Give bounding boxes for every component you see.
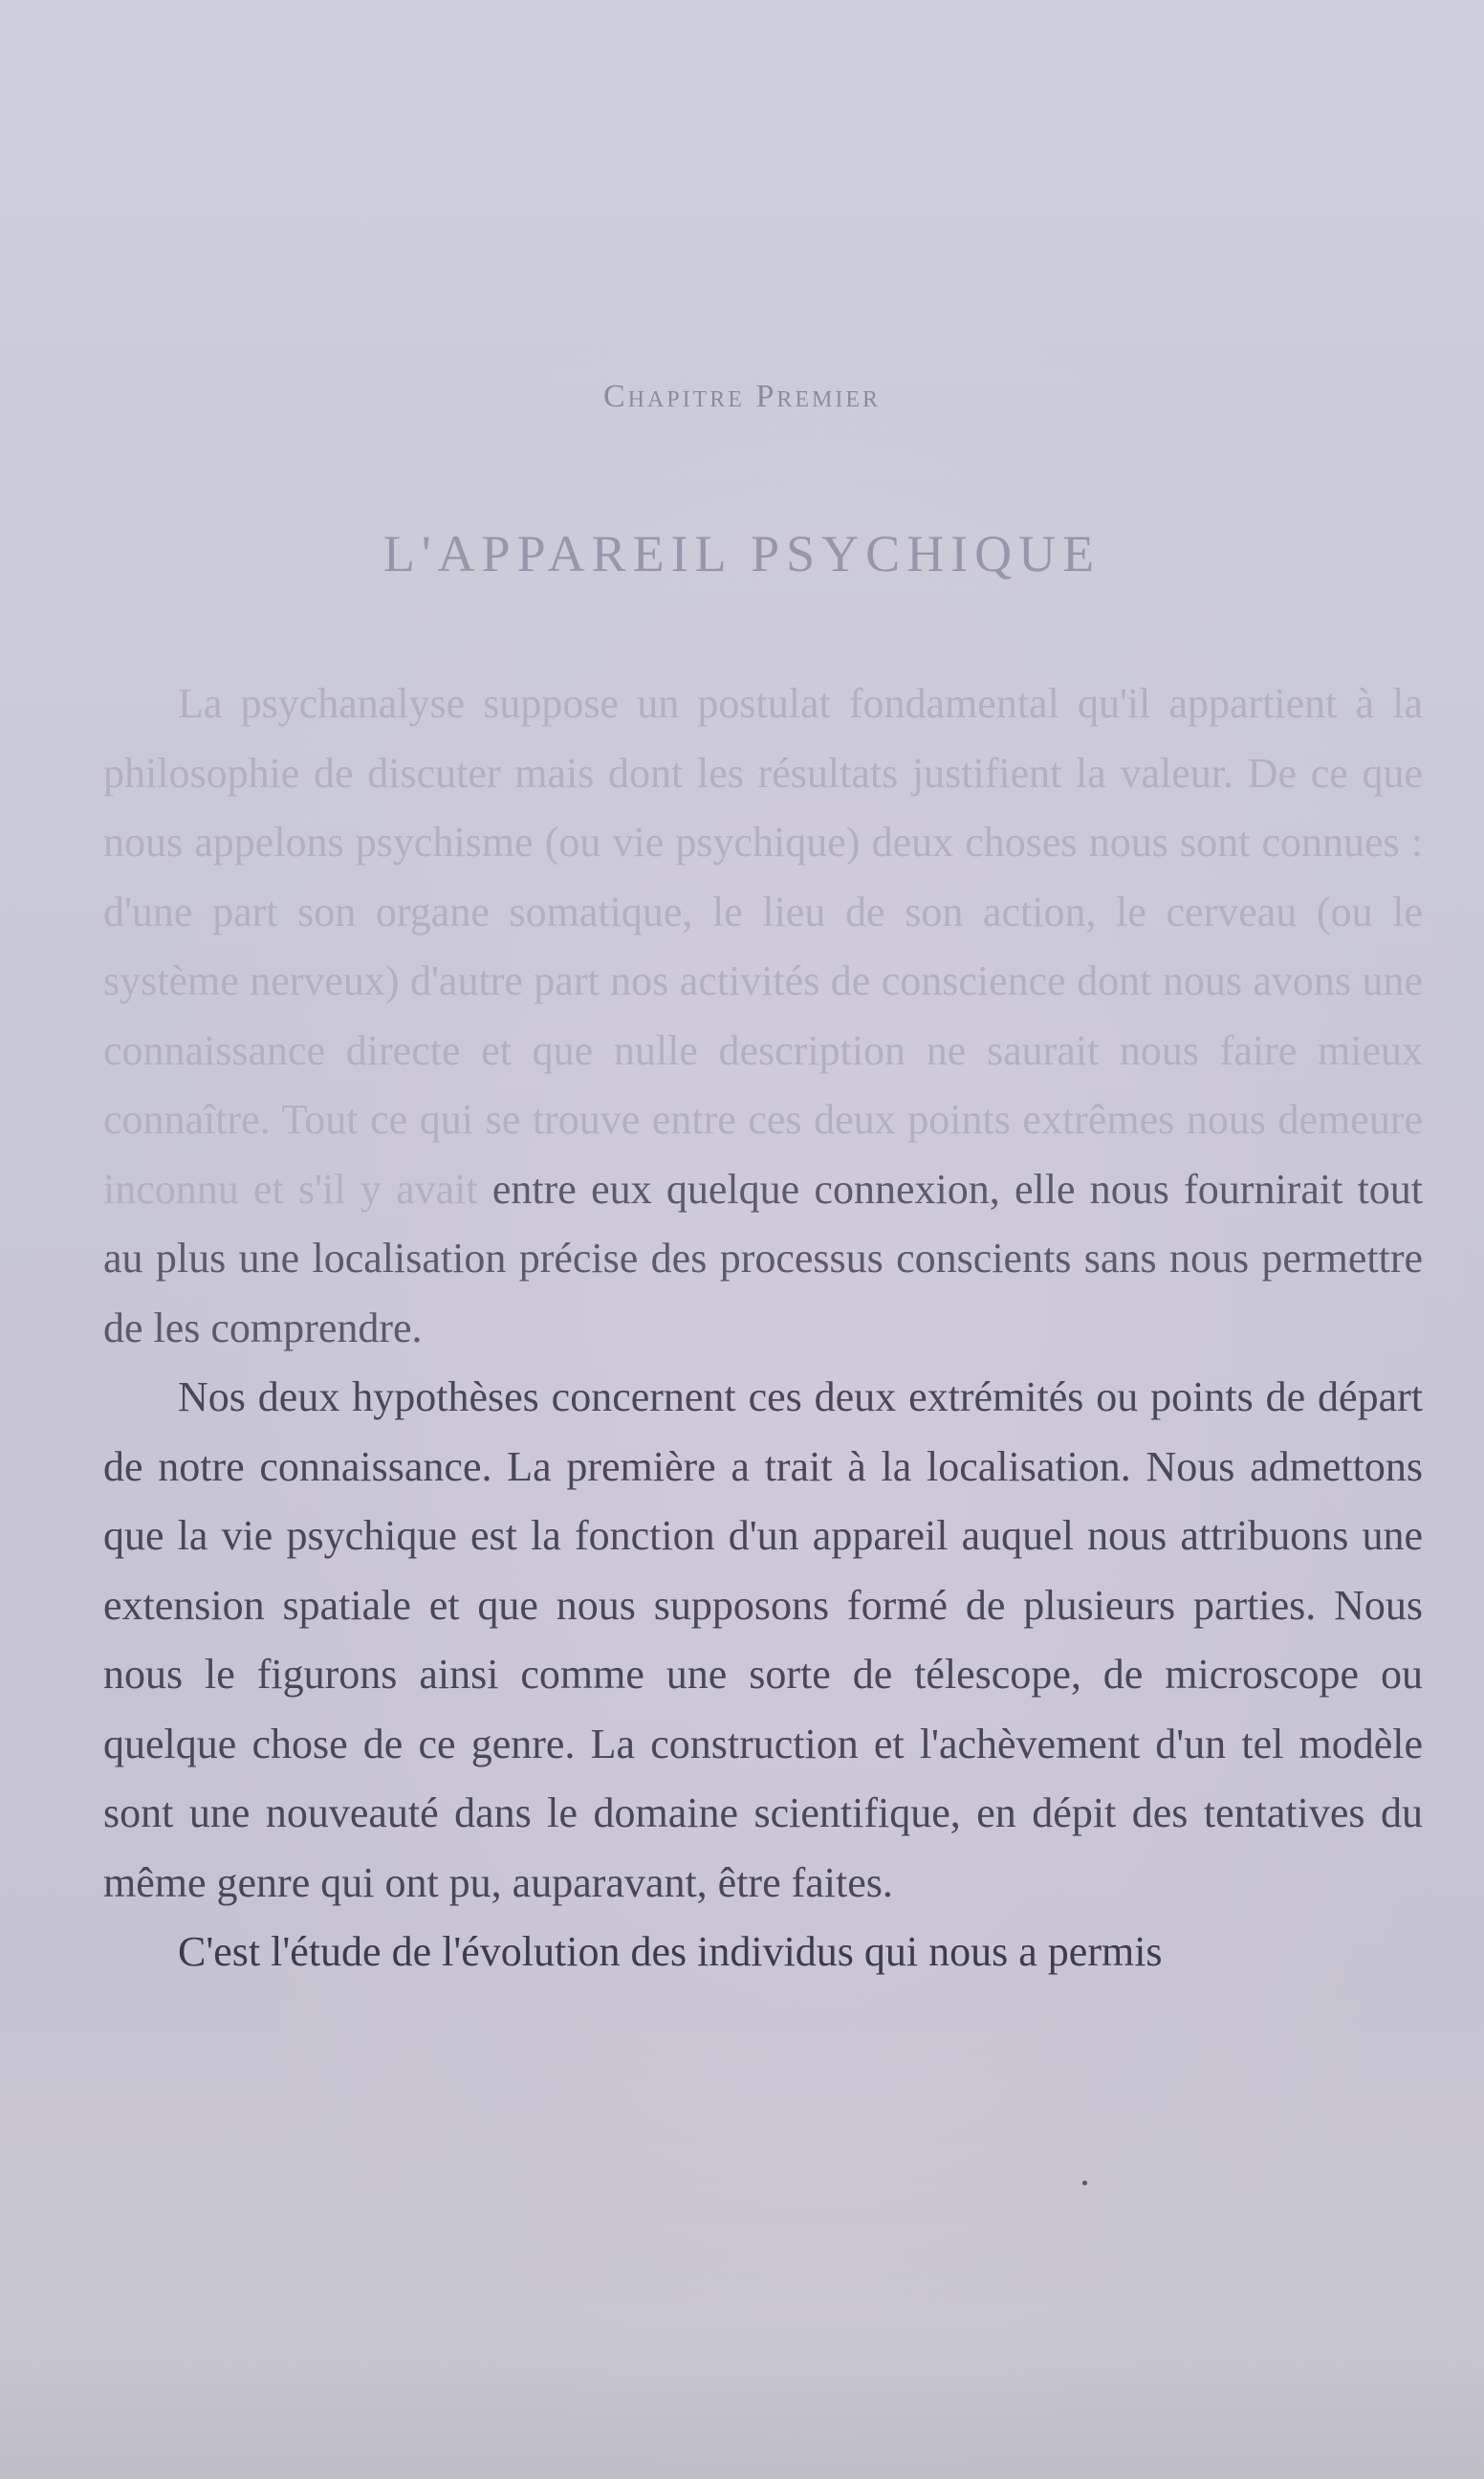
paragraph-1 bbox=[103, 669, 1423, 1363]
page-fold-shadow bbox=[0, 2324, 1484, 2479]
chapter-title: L'APPAREIL PSYCHIQUE bbox=[382, 525, 1102, 582]
chapter-label: Chapitre Premier bbox=[602, 379, 882, 414]
ink-speck bbox=[1082, 2181, 1087, 2185]
paragraph-2: Nos deux hypothèses concernent ces deux extrémités ou points de départ de notre connaissance. La première a trait à la localisation. Nous admettons que la vie psychique est la fonction d'un appareil auquel nous attribuons une extension spatiale et que nous supposons formé de plusieurs parties. Nous nous le figurons ainsi comme une sorte de télescope, de microscope ou quelque chose de ce genre. La construction et l'achèvement d'un tel modèle sont une nouveauté dans le domaine scientifique, en dépit des tentatives du même genre qui ont pu, auparavant, être faites. bbox=[103, 1373, 1423, 1906]
paragraph-1-text: entre eux quelque connexion, elle nous fournirait tout au plus une localisation précise des processus conscients sans nous permettre de les comprendre. bbox=[103, 1165, 1424, 1351]
paragraph-3: C'est l'étude de l'évolution des individus qui nous a permis bbox=[178, 1928, 1163, 1975]
body-text bbox=[103, 669, 1423, 1987]
paragraph-1-faded-text: La psychanalyse suppose un postulat fondamental qu'il appartient à la philosophie de discuter mais dont les résultats justifient la valeur. De ce que nous appelons psychisme (ou vie psychique) deux choses nous sont connues : d'une part son organe somatique, le lieu de son action, le cerveau (ou le système nerveux) d'autre part nos activités de conscience dont nous avons une connaissance directe et que nulle description ne saurait nous faire mieux connaître. Tout ce qui se trouve entre ces deux points extrêmes nous demeure inconnu et s'il y avait bbox=[103, 680, 1423, 1213]
